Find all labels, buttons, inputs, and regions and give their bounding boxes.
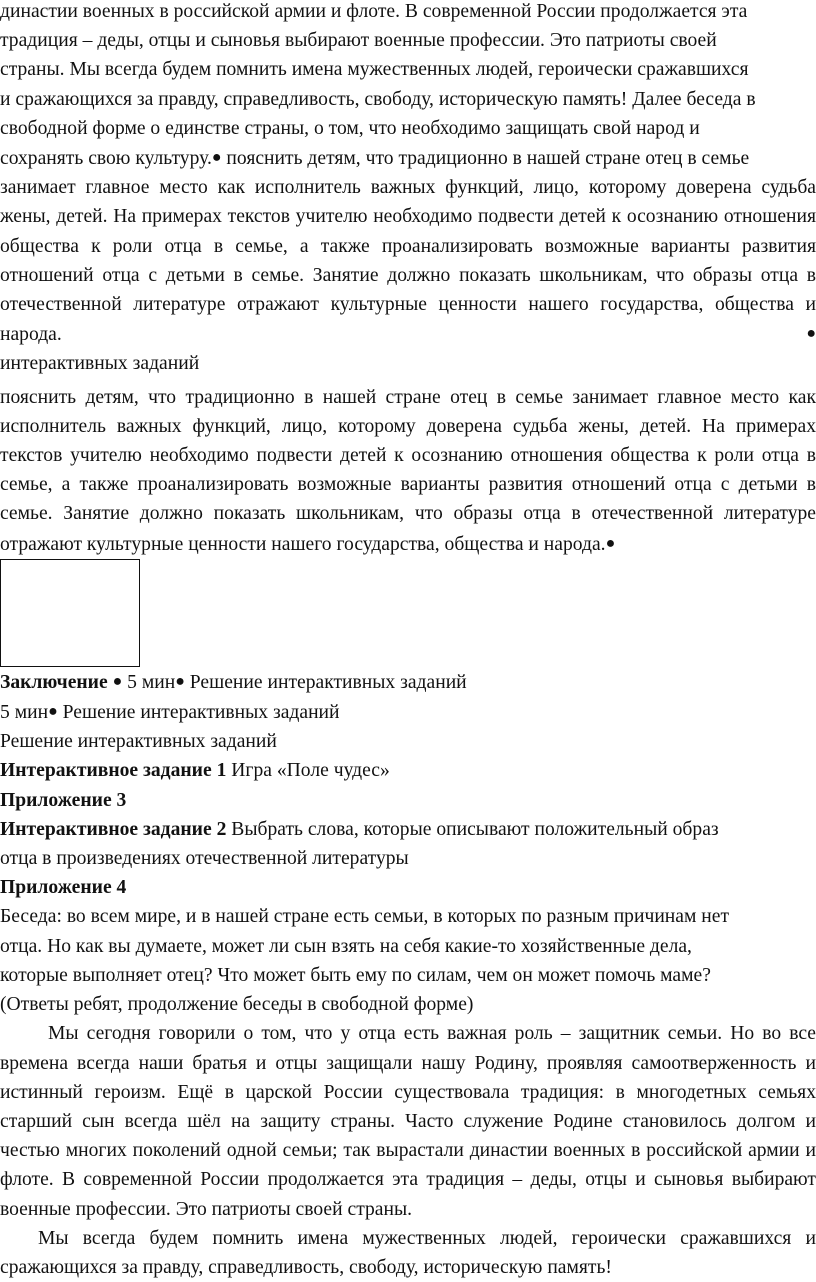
text-line xyxy=(0,697,816,727)
text-line: интерактивных заданий xyxy=(0,353,200,375)
text-line: (Ответы ребят, продолжение беседы в свободной форме) xyxy=(0,994,474,1016)
text-line: традиция – деды, отцы и сыновья выбирают военные профессии. Это патриоты своей xyxy=(0,30,717,52)
justified-paragraph xyxy=(0,173,816,349)
appendix-4-heading xyxy=(0,873,816,902)
text-line: династии военных в российской армии и флоте. В современной России продолжается эта xyxy=(0,1,748,22)
task-1-label: Интерактивное задание 1 xyxy=(0,760,227,782)
text-fragment: сохранять свою культуру. xyxy=(0,148,212,170)
text-line: отца. Но как вы думаете, может ли сын взять на себя какие-то хозяйственные дела, xyxy=(0,935,692,957)
bullet-icon: ● xyxy=(211,149,222,167)
conclusion-heading: Заключение xyxy=(0,671,108,693)
text-fragment: пояснить детям, что традиционно в нашей стране отец в семье xyxy=(221,148,750,170)
text-fragment: занимает главное место как исполнитель важных функций, лицо, которому доверена судьба жены, детей. На примерах текстов учителю необходимо подвести детей к осознанию отношения общества к роли отца в семье, а также проанализировать возможные варианты развития отношений отца с детьми в семье. Занятие должно показать школьникам, что образы отца в отечественной литературе отражают культурные ценности нашего государства, общества и народа. xyxy=(0,177,816,346)
text-line: и сражающихся за правду, справедливость, свободу, историческую память! Далее беседа в xyxy=(0,88,756,110)
text-line: свободной форме о единстве страны, о том, что необходимо защищать свой народ и xyxy=(0,117,700,139)
bullet-icon: ● xyxy=(61,325,816,343)
closing-paragraph-1: Мы сегодня говорили о том, что у отца есть важная роль – защитник семьи. Но во все времена всегда наши братья и отцы защищали нашу Родину, проявляя самоотверженность и истинный героизм. Ещё в царской России существовала традиция: в многодетных семьях старший сын всегда шёл на защиту страны. Часто служение Родине становилось долгом и честью многих поколений одной семьи; так вырастали династии военных в российской армии и флоте. В современной России продолжается эта традиция – деды, отцы и сыновья выбирают военные профессии. Это патриоты своей страны. xyxy=(0,1023,816,1220)
bullet-icon: ● xyxy=(605,534,616,552)
text-block-2 xyxy=(0,383,816,559)
text-line: страны. Мы всегда будем помнить имена мужественных людей, героически сражавшихся xyxy=(0,59,749,81)
bullet-icon: ● xyxy=(112,672,123,690)
conclusion-line xyxy=(0,667,816,697)
bullet-icon: ● xyxy=(48,703,58,721)
text-fragment: пояснить детям, что традиционно в нашей стране отец в семье занимает главное место как исполнитель важных функций, лицо, которому доверена судьба жены, детей. На примерах текстов учителю необходимо подвести детей к осознанию отношения общества к роли отца в семье, а также проанализировать возможные варианты развития отношений отца с детьми в семье. Занятие должно показать школьникам, что образы отца в отечественной литературе отражают культурные ценности нашего государства, общества и народа. xyxy=(0,386,816,555)
appendix-3-label: Приложение 3 xyxy=(0,789,127,811)
text-line: Решение интерактивных заданий xyxy=(0,731,277,753)
text-line: отца в произведениях отечественной литературы xyxy=(0,848,409,870)
text-block-1 xyxy=(0,0,816,379)
appendix-4-label: Приложение 4 xyxy=(0,877,127,899)
text-line xyxy=(0,143,816,173)
task-1-line xyxy=(0,756,816,785)
text-fragment: 5 мин xyxy=(0,702,49,724)
appendix-3-heading xyxy=(0,786,816,815)
text-line: Беседа: во всем мире, и в нашей стране есть семьи, в которых по разным причинам нет xyxy=(0,906,730,928)
task-2-label: Интерактивное задание 2 xyxy=(0,818,227,840)
closing-paragraph-2: Мы всегда будем помнить имена мужественных людей, героически сражавшихся и сражающихся за правду, справедливость, свободу, историческую память! xyxy=(0,1227,816,1278)
task-2-line xyxy=(0,815,816,844)
text-fragment: Решение интерактивных заданий xyxy=(57,702,340,724)
bullet-icon: ● xyxy=(175,672,185,690)
task-2-text: Выбрать слова, которые описывают положительный образ xyxy=(226,818,719,840)
text-line: которые выполняет отец? Что может быть ему по силам, чем он может помочь маме? xyxy=(0,964,711,986)
text-fragment: 5 мин xyxy=(122,671,176,693)
text-fragment: Решение интерактивных заданий xyxy=(184,671,467,693)
task-1-text: Игра «Поле чудес» xyxy=(226,760,390,782)
justified-paragraph xyxy=(0,383,816,559)
image-placeholder xyxy=(0,559,140,667)
